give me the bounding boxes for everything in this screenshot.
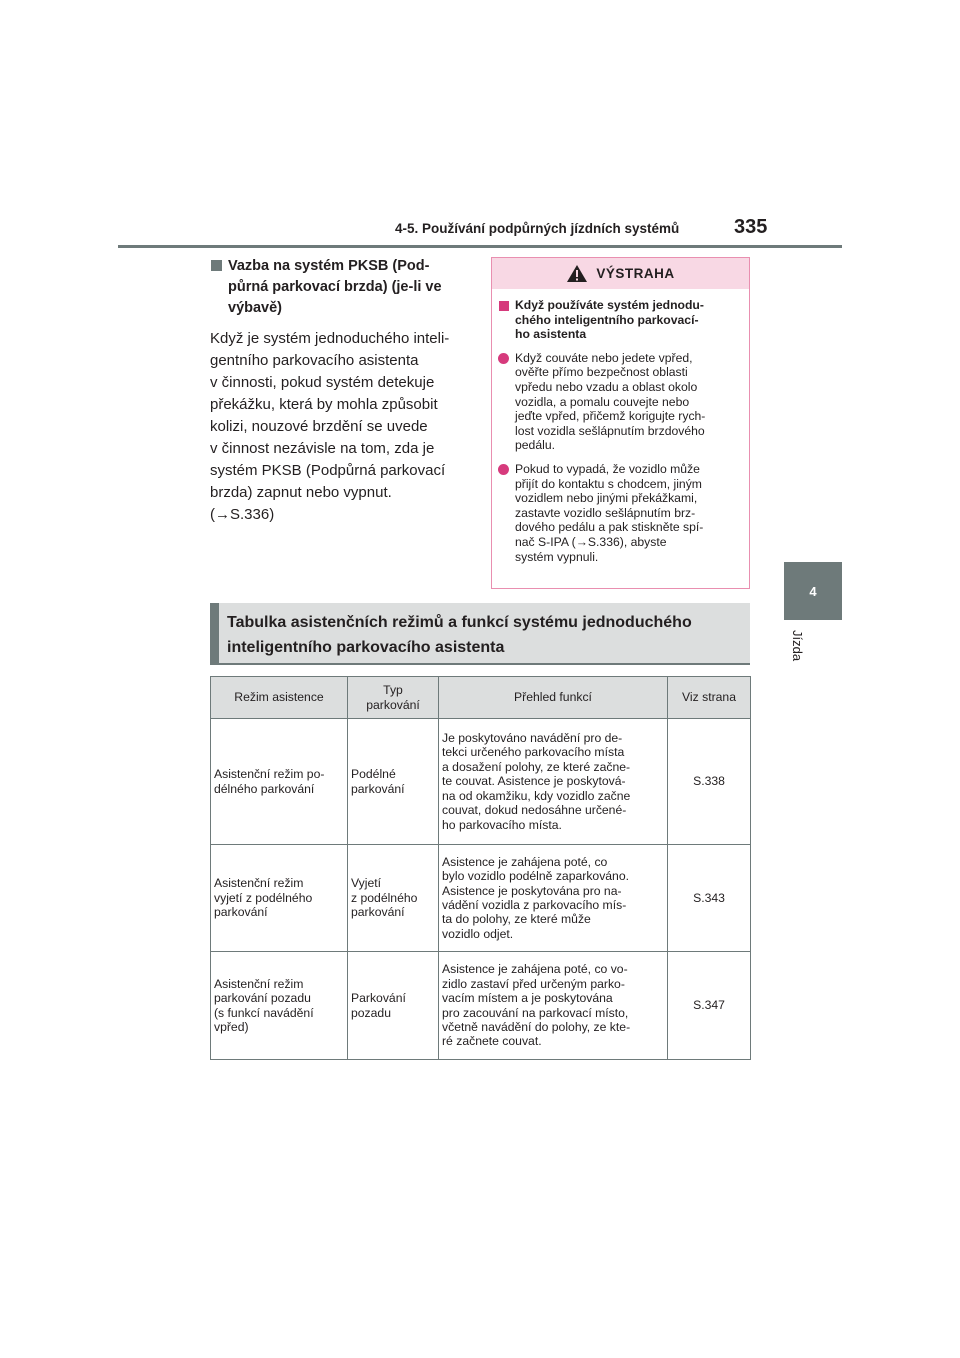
- warning-line: pedálu.: [515, 438, 555, 453]
- cell-overview: [439, 719, 668, 845]
- cell-type: [348, 845, 439, 952]
- assist-mode-table: [210, 676, 751, 1060]
- warning-line: vozidla, a pomalu couvejte nebo: [515, 394, 690, 409]
- cell-line: (s funkcí navádění: [214, 1005, 314, 1020]
- warning-header: [492, 258, 749, 289]
- cell-line: Parkování: [351, 991, 406, 1006]
- table-row: [211, 952, 751, 1060]
- cell-line: ho parkovacího místa.: [442, 817, 562, 832]
- column-header-type: [348, 677, 439, 719]
- paragraph-line: překážku, která by mohla způsobit: [210, 396, 438, 413]
- warning-heading-line: chého inteligentního parkovací-: [515, 312, 699, 327]
- cell-mode: [211, 719, 348, 845]
- cell-type: [348, 719, 439, 845]
- cell-line: parkování: [214, 905, 268, 920]
- cell-line: bylo vozidlo podélně zaparkováno.: [442, 869, 630, 884]
- warning-line: Když couváte nebo jedete vpřed,: [515, 350, 693, 365]
- warning-line: lost vozidla sešlápnutím brzdového: [515, 423, 705, 438]
- cell-line: vacím místem a je poskytována: [442, 991, 613, 1006]
- warning-title: VÝSTRAHA: [596, 266, 675, 281]
- warning-line: systém vypnuli.: [515, 549, 599, 564]
- cell-line: ré začnete couvat.: [442, 1034, 542, 1049]
- page-number: 335: [734, 216, 768, 238]
- warning-line: vpředu nebo vzadu a oblast okolo: [515, 379, 698, 394]
- cell-line: vpřed): [214, 1019, 249, 1034]
- cell-line: Je poskytováno navádění pro de-: [442, 731, 623, 746]
- header-line: parkování: [366, 697, 420, 712]
- warning-line: jeďte vpřed, přičemž korigujte rych-: [515, 409, 706, 424]
- warning-line: ověřte přímo bezpečnost oblasti: [515, 365, 688, 380]
- cell-line: Asistence je zahájena poté, co: [442, 854, 608, 869]
- warning-heading: [498, 298, 741, 342]
- header-divider: [118, 245, 842, 248]
- heading-line: Vazba na systém PKSB (Pod-: [228, 258, 430, 274]
- pksb-heading: [210, 256, 475, 319]
- square-bullet-icon: [499, 301, 509, 311]
- warning-line: dového pedálu a pak stiskněte spí-: [515, 520, 704, 535]
- warning-heading-line: Když používáte systém jednodu-: [515, 298, 704, 312]
- column-header-mode: Režim asistence: [211, 677, 348, 719]
- warning-triangle-icon: [566, 264, 588, 283]
- left-column: [210, 256, 475, 526]
- heading-line: výbavě): [228, 300, 283, 316]
- section-title: [210, 603, 750, 665]
- warning-line: Pokud to vypadá, že vozidlo může: [515, 461, 700, 476]
- header-section-title: 4-5. Používání podpůrných jízdních systémů: [395, 221, 680, 236]
- pksb-paragraph: [210, 328, 475, 526]
- cell-line: pozadu: [351, 1005, 391, 1020]
- paragraph-line: gentního parkovacího asistenta: [210, 352, 419, 369]
- paragraph-line: brzda) zapnut nebo vypnut.: [210, 484, 392, 501]
- cell-line: Podélné: [351, 767, 396, 782]
- cell-line: vádění vozidla z parkovacího mís-: [442, 898, 627, 912]
- column-header-overview: Přehled funkcí: [439, 677, 668, 719]
- cell-line: a dosažení polohy, ze které začne-: [442, 759, 631, 774]
- table-row: [211, 845, 751, 952]
- section-title-line: inteligentního parkovacího asistenta: [227, 639, 505, 656]
- warning-line: zastavte vozidlo sešlápnutím brz-: [515, 505, 696, 520]
- cell-line: te couvat. Asistence je poskytová-: [442, 774, 626, 789]
- warning-box: [491, 257, 750, 589]
- warning-line: vozidlem nebo jinými překážkami,: [515, 491, 698, 506]
- paragraph-line: v činnost nezávisle na tom, zda je: [210, 440, 435, 457]
- circle-bullet-icon: [498, 464, 509, 475]
- cell-line: couvat, dokud nedosáhne určené-: [442, 803, 627, 818]
- cell-page-link[interactable]: S.338: [668, 719, 751, 845]
- warning-line: přijít do kontaktu s chodcem, jiným: [515, 476, 702, 491]
- cell-overview: [439, 952, 668, 1060]
- cell-line: včetně navádění do polohy, ze kte-: [442, 1019, 631, 1034]
- paragraph-line: v činnosti, pokud systém detekuje: [210, 374, 435, 391]
- cell-mode: [211, 952, 348, 1060]
- cell-line: pro zacouvání na parkovací místo,: [442, 1005, 629, 1020]
- cell-line: Asistenční režim: [214, 876, 304, 891]
- cell-line: zidlo zastaví před určeným parko-: [442, 976, 625, 991]
- cell-line: na od okamžiku, kdy vozidlo začne: [442, 788, 631, 803]
- cell-line: Asistence je poskytována pro na-: [442, 883, 622, 898]
- paragraph-line: Když je systém jednoduchého inteli-: [210, 330, 450, 347]
- cell-page-link[interactable]: S.343: [668, 845, 751, 952]
- page-reference-link[interactable]: (→S.336): [210, 506, 275, 523]
- warning-page-reference[interactable]: nač S-IPA (→S.336), abyste: [515, 534, 667, 549]
- cell-line: vozidlo odjet.: [442, 926, 514, 941]
- paragraph-line: systém PKSB (Podpůrná parkovací: [210, 462, 446, 479]
- header-line: Typ: [383, 683, 403, 698]
- warning-item: [498, 351, 741, 453]
- cell-line: Asistence je zahájena poté, co vo-: [442, 962, 628, 977]
- warning-item: [498, 462, 741, 564]
- circle-bullet-icon: [498, 353, 509, 364]
- chapter-label: Jízda: [790, 630, 805, 662]
- cell-line: parkování: [351, 781, 405, 796]
- cell-line: parkování pozadu: [214, 991, 311, 1006]
- column-header-page: Viz strana: [668, 677, 751, 719]
- table-row: [211, 719, 751, 845]
- heading-line: půrná parkovací brzda) (je-li ve: [228, 279, 442, 295]
- table-header-row: [211, 677, 751, 719]
- cell-line: z podélného: [351, 890, 418, 905]
- cell-page-link[interactable]: S.347: [668, 952, 751, 1060]
- cell-line: vyjetí z podélného: [214, 890, 313, 905]
- square-bullet-icon: [211, 260, 222, 271]
- warning-body: [492, 289, 749, 564]
- cell-line: délného parkování: [214, 781, 315, 796]
- cell-line: Asistenční režim: [214, 976, 304, 991]
- paragraph-line: kolizi, nouzové brzdění se uvede: [210, 418, 428, 435]
- cell-overview: [439, 845, 668, 952]
- cell-line: Vyjetí: [351, 876, 382, 891]
- cell-line: Asistenční režim po-: [214, 767, 325, 782]
- cell-line: ta do polohy, ze které může: [442, 912, 591, 927]
- cell-line: parkování: [351, 905, 405, 920]
- warning-heading-line: ho asistenta: [515, 327, 587, 342]
- section-title-line: Tabulka asistenčních režimů a funkcí systému jednoduchého: [227, 614, 692, 631]
- chapter-tab[interactable]: 4: [784, 562, 842, 620]
- cell-type: [348, 952, 439, 1060]
- cell-line: tekci určeného parkovacího místa: [442, 745, 625, 760]
- cell-mode: [211, 845, 348, 952]
